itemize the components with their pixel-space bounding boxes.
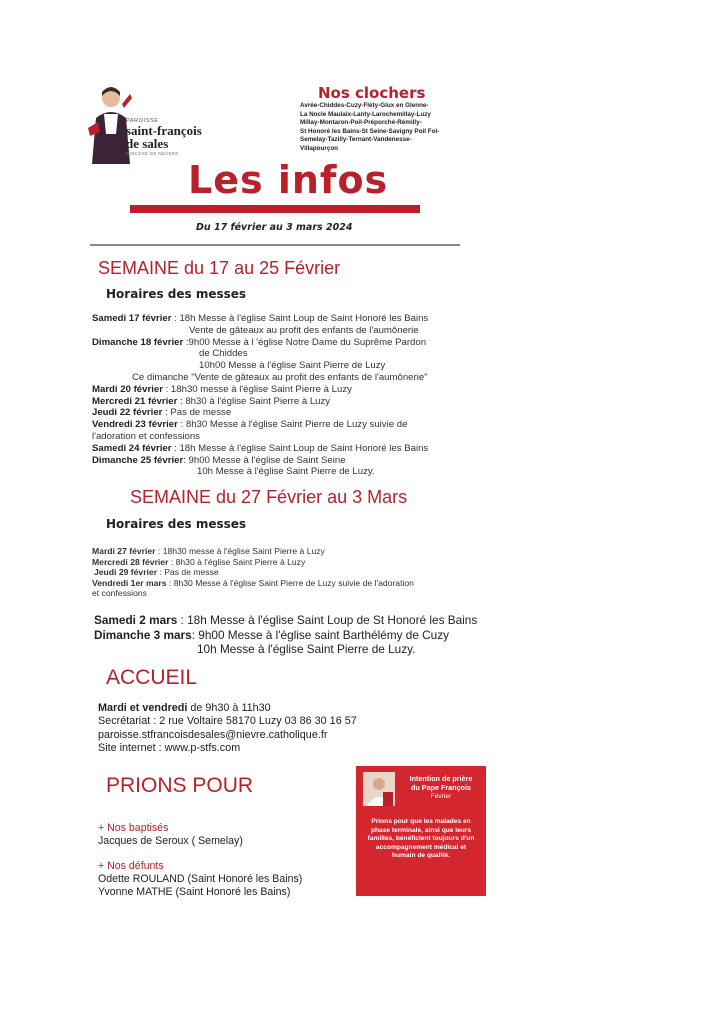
schedule-text: : 8h30 Messe à l'église Saint Pierre de Luzy suivie de — [177, 419, 408, 431]
clochers-line: Millay-Montaron-Poil-Préporché-Rémilly- — [300, 119, 422, 127]
accueil-hours-days: Mardi et vendredi — [98, 702, 188, 714]
schedule-text: : 8h30 Messe à l'église Saint Pierre de Luzy suivie de l'adoration — [166, 577, 414, 588]
schedule-row — [92, 578, 462, 589]
schedule-text: : 18h Messe à l'église Saint Loup de Saint Honoré les Bains — [171, 313, 429, 324]
schedule-text: : 8h30 à l'église Saint Pierre à Luzy — [177, 395, 331, 407]
defunts-label: + Nos défunts — [98, 860, 164, 872]
week2-title: SEMAINE du 27 Février au 3 Mars — [130, 487, 408, 507]
schedule-row — [92, 466, 462, 478]
logo-paroisse: PAROISSE — [126, 118, 159, 124]
schedule-row — [92, 546, 462, 557]
schedule-row — [92, 567, 462, 578]
intention-title — [400, 774, 482, 801]
schedule-text: : Pas de messe — [162, 407, 232, 419]
week1-title: SEMAINE du 17 au 25 Février — [98, 258, 341, 278]
schedule-row — [92, 443, 462, 455]
baptise-name: Jacques de Seroux ( Semelay) — [98, 835, 243, 847]
accueil-hours-time: de 9h30 à 11h30 — [187, 702, 271, 714]
parish-logo — [86, 84, 206, 164]
schedule-text: : 18h Messe à l'église Saint Loup de Saint Honoré les Bains — [171, 442, 429, 454]
schedule-text: et confessions — [92, 588, 147, 599]
intention-text: Prions pour que les malades en phase terminale, ainsi que leurs familles, bénéficient toujours d'un accompagnement médical et humain de qualité. — [367, 818, 475, 860]
week1-subhead: Horaires des messes — [106, 287, 247, 301]
schedule-text: : 8h30 à l'église Saint Pierre à Luzy — [168, 556, 306, 567]
schedule-day: Jeudi 29 février — [94, 567, 158, 578]
accueil-secretariat: Secrétariat : 2 rue Voltaire 58170 Luzy 03 86 30 16 57 — [98, 715, 357, 728]
accueil-website-link[interactable]: Site internet : www.p-stfs.com — [98, 741, 241, 754]
schedule-row — [94, 642, 514, 657]
schedule-day: Dimanche 3 mars — [94, 627, 192, 642]
title-underline-bar — [130, 205, 420, 213]
schedule-day: Dimanche 25 février — [92, 454, 184, 466]
schedule-text: l'adoration et confessions — [92, 430, 200, 442]
logo-diocese: DIOCÈSE DE NEVERS — [126, 151, 179, 156]
schedule-row — [92, 407, 462, 419]
logo-name-line2: de sales — [126, 136, 169, 151]
defunt-name: Yvonne MATHE (Saint Honoré les Bains) — [98, 886, 291, 898]
spacer — [98, 848, 302, 860]
clochers-line: Villapourçon — [300, 144, 339, 152]
clochers-line: St Honoré les Bains-St Seine-Savigny Poil Fol- — [300, 127, 440, 135]
separator-line — [90, 244, 460, 246]
clochers-list — [300, 102, 470, 154]
schedule-row — [92, 337, 462, 349]
schedule-day: Dimanche 18 février — [92, 336, 184, 348]
clochers-line: Avrée-Chiddes-Cuzy-Fléty-Glux en Glenne- — [300, 102, 429, 109]
schedule-text: Vente de gâteaux au profit des enfants de l'aumônerie — [189, 324, 419, 336]
schedule-day: Samedi 24 février — [92, 442, 172, 454]
pope-photo-icon — [363, 772, 395, 806]
intention-title-line1: Intention de prière — [409, 774, 473, 783]
schedule-text: 10h00 Messe à l'église Saint Pierre de Luzy — [199, 360, 386, 372]
week2-weekend-schedule — [94, 613, 514, 657]
page-title: Les infos — [188, 158, 389, 202]
schedule-day: Vendredi 23 février — [92, 419, 178, 431]
prayer-intention-box — [356, 766, 486, 896]
week2-schedule — [92, 546, 462, 599]
defunt-name: Odette ROULAND (Saint Honoré les Bains) — [98, 873, 303, 885]
accueil-hours — [98, 702, 357, 715]
clochers-line: Semelay-Tazilly-Ternant-Vandenesse- — [300, 136, 412, 144]
schedule-row — [92, 455, 462, 467]
logo-name-line1: saint-françois — [126, 123, 202, 138]
schedule-day: Mardi 20 février — [92, 383, 163, 395]
schedule-row — [92, 325, 462, 337]
schedule-day: Mardi 27 février — [92, 546, 156, 556]
accueil-email-link[interactable]: paroisse.stfrancoisdesales@nievre.catholique.fr — [98, 728, 328, 741]
schedule-row — [92, 372, 462, 384]
intention-title-line2: du Pape François — [411, 783, 471, 792]
schedule-text: : Pas de messe — [157, 567, 219, 578]
clochers-title: Nos clochers — [318, 84, 426, 102]
baptises-label: + Nos baptisés — [98, 822, 169, 834]
intention-month: Février — [430, 793, 452, 800]
schedule-text: de Chiddes — [199, 348, 248, 360]
schedule-day: Vendredi 1er mars — [92, 577, 167, 588]
schedule-row — [92, 348, 462, 360]
schedule-row — [92, 396, 462, 408]
schedule-row — [92, 557, 462, 568]
date-range: Du 17 février au 3 mars 2024 — [196, 222, 353, 233]
schedule-text: : 18h30 messe à l'église Saint Pierre à Luzy — [162, 383, 352, 395]
schedule-day: Samedi 2 mars — [94, 613, 178, 627]
schedule-row — [92, 419, 462, 431]
accueil-title: ACCUEIL — [106, 666, 198, 689]
schedule-day: Jeudi 22 février — [92, 407, 163, 419]
schedule-text: : 18h30 messe à l'église Saint Pierre à Luzy — [155, 546, 325, 556]
schedule-day: Mercredi 28 février — [92, 556, 169, 567]
schedule-text: Ce dimanche "Vente de gâteaux au profit des enfants de l'aumônerie" — [132, 371, 428, 383]
schedule-text: : 9h00 Messe à l'église de Saint Seine — [183, 454, 346, 466]
clochers-line: La Nocle Maulaix-Lanty-Larochemillay-Luzy — [300, 110, 431, 118]
prions-list — [98, 822, 302, 899]
schedule-row — [94, 613, 514, 628]
schedule-text: 10h Messe à l'église Saint Pierre de Luzy. — [197, 466, 375, 478]
schedule-text: 10h Messe à l'église Saint Pierre de Luzy. — [197, 642, 416, 657]
accueil-info — [98, 702, 357, 755]
schedule-row — [92, 431, 462, 443]
week1-schedule — [92, 313, 462, 478]
logo-text — [126, 118, 216, 156]
schedule-row — [92, 360, 462, 372]
schedule-text: : 18h Messe à l'église Saint Loup de St Honoré les Bains — [177, 613, 478, 627]
schedule-day: Mercredi 21 février — [92, 395, 178, 407]
week2-subhead: Horaires des messes — [106, 517, 247, 531]
schedule-row — [92, 313, 462, 325]
schedule-row — [92, 384, 462, 396]
schedule-row — [92, 588, 462, 599]
schedule-text: :9h00 Messe à l 'église Notre Dame du Suprême Pardon — [183, 336, 427, 348]
schedule-text: : 9h00 Messe à l'église saint Barthélémy de Cuzy — [191, 627, 450, 642]
prions-title: PRIONS POUR — [106, 774, 254, 797]
schedule-row — [94, 628, 514, 643]
schedule-day: Samedi 17 février — [92, 313, 172, 324]
